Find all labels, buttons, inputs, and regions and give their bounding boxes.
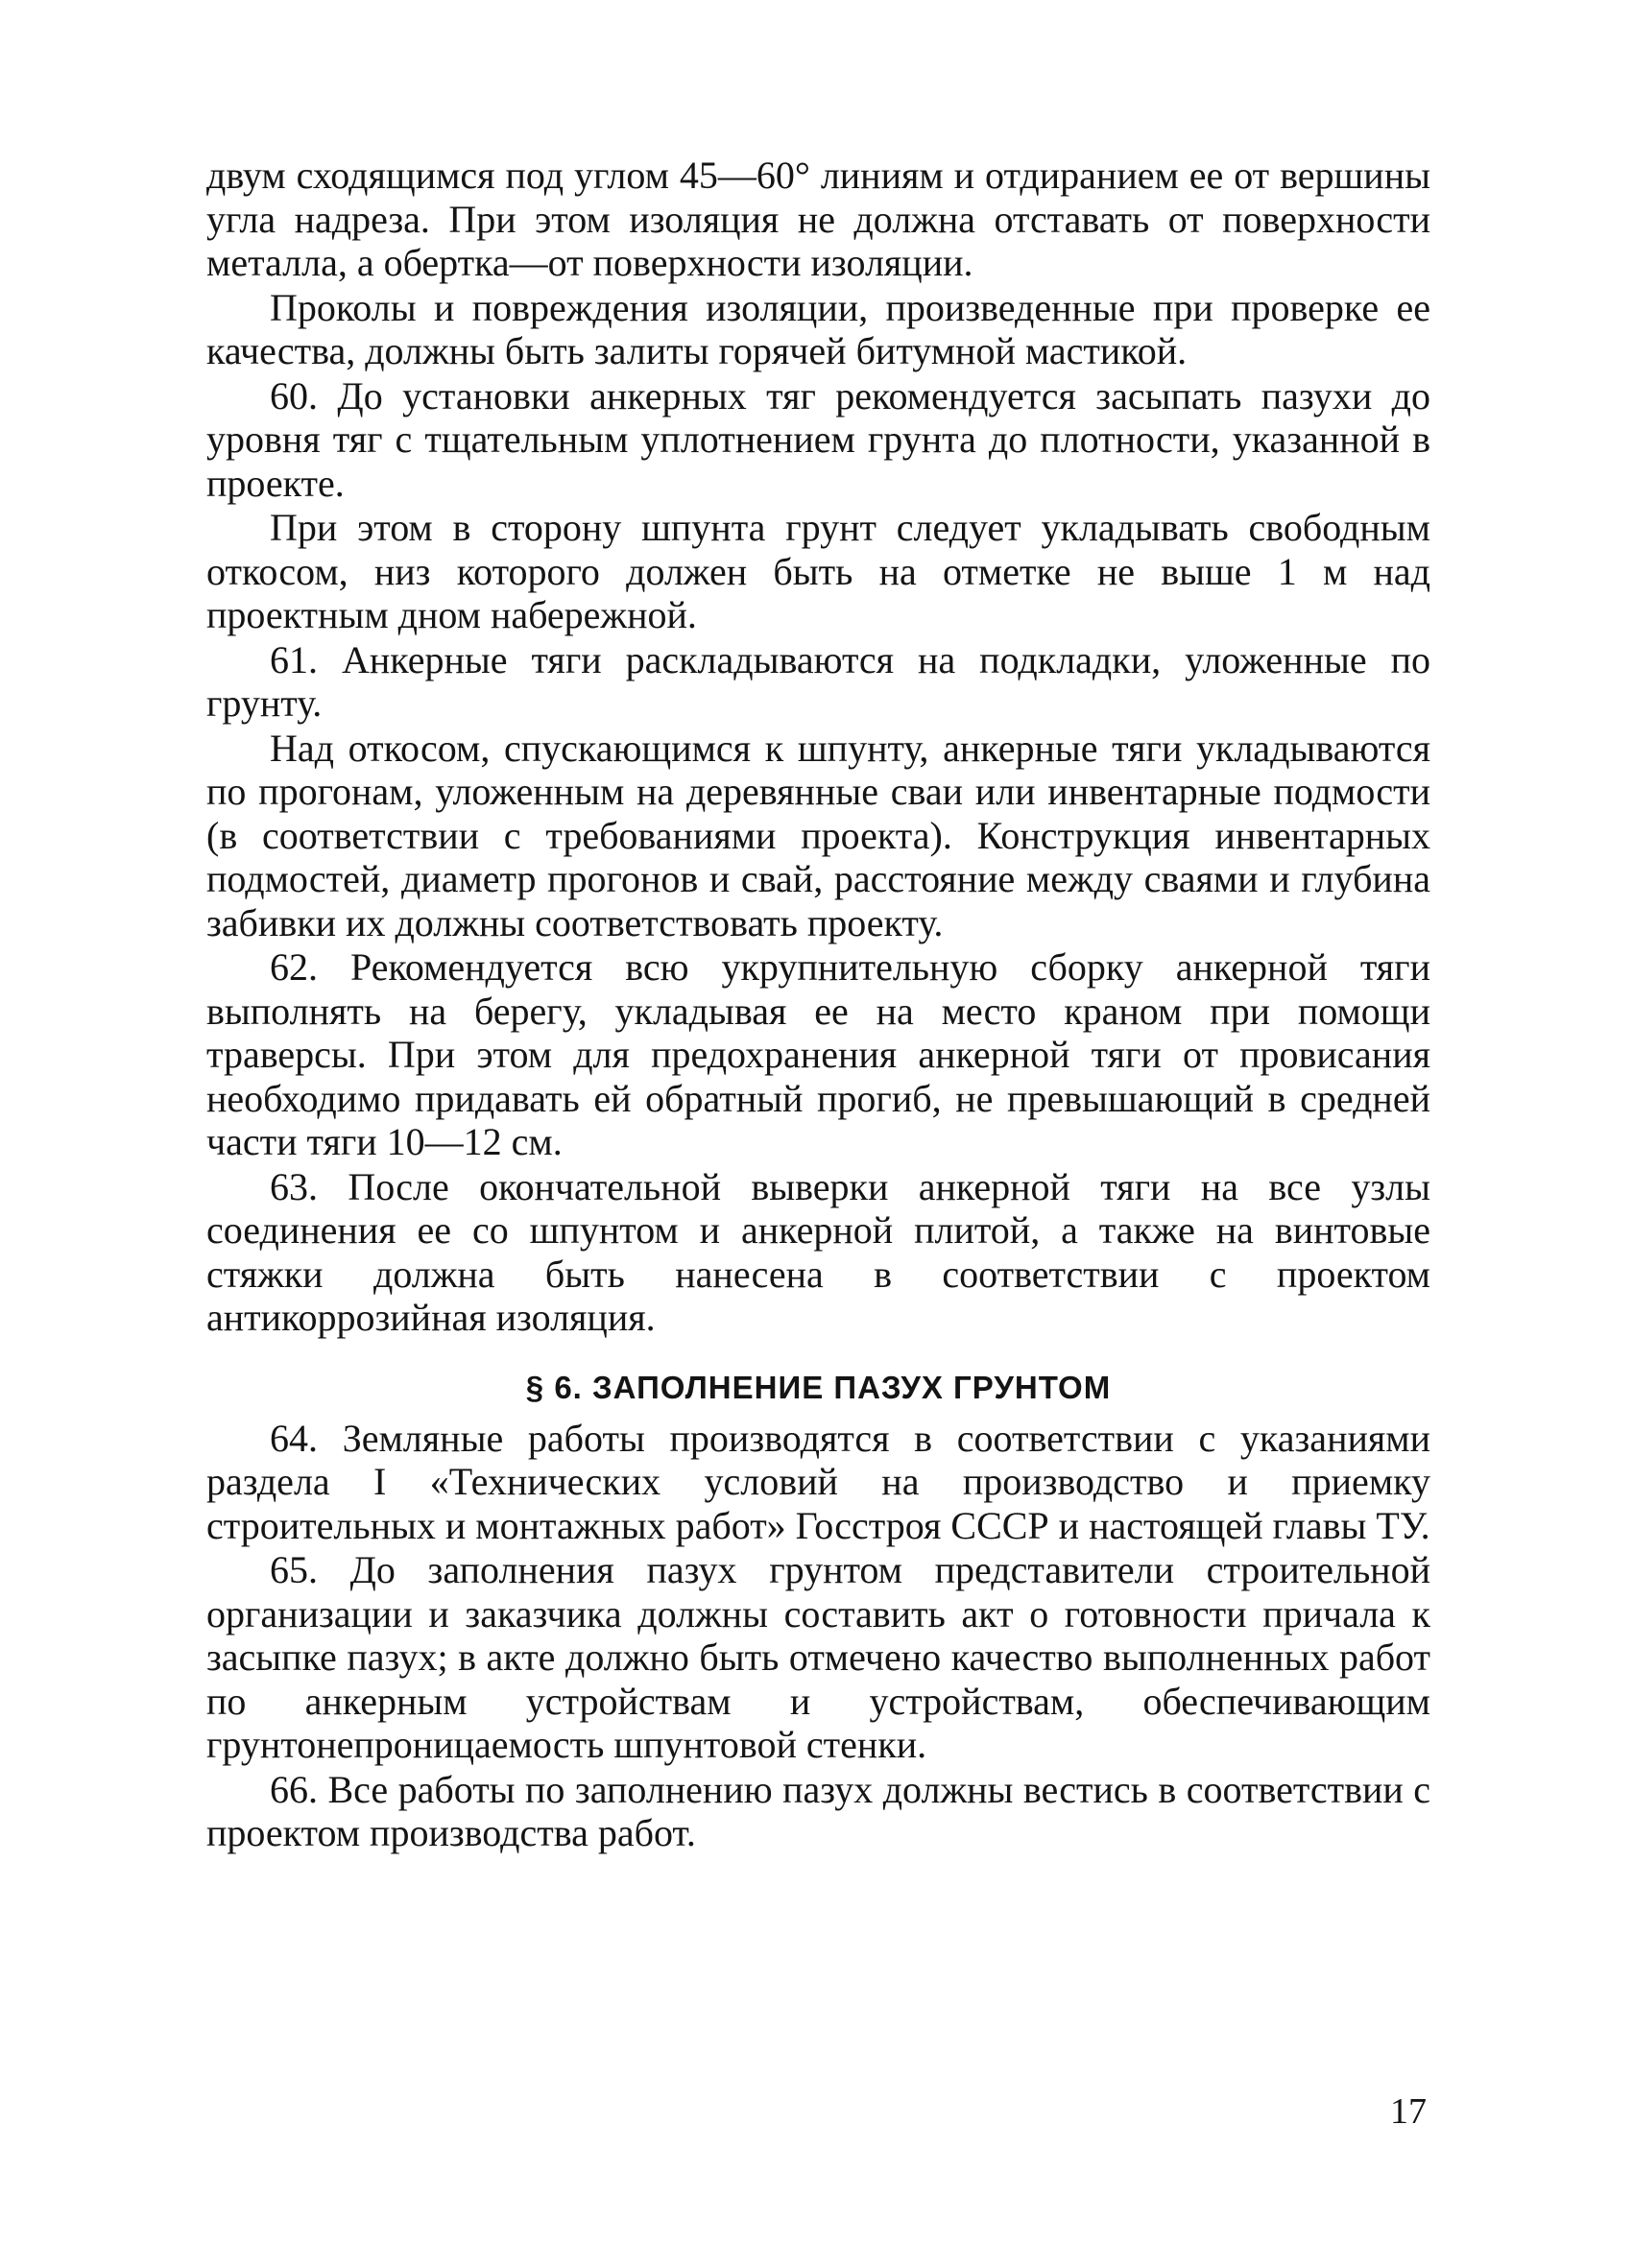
page-number: 17 (1390, 2091, 1427, 2132)
paragraph-66: 66. Все работы по заполнению пазух должны вестись в соответствии с проектом производства работ. (206, 1767, 1430, 1854)
paragraph-60-slope: При этом в сторону шпунта грунт следует укладывать свободным откосом, низ которого должен быть на отметке не выше 1 м над проектным дном набережной. (206, 506, 1430, 636)
paragraph-61-purlins: Над откосом, спускающимся к шпунту, анкерные тяги укладываются по прогонам, уложенным на деревянные сваи или инвентарные подмости (в соответствии с требованиями проекта). Конструкция инвентарных подмостей, диаметр прогонов и свай, расстояние между сваями и глубина забивки их должны соответствовать проекту. (206, 726, 1430, 944)
paragraph-insulation-check: двум сходящимся под углом 45—60° линиям и отдиранием ее от вершины угла надреза. При этом изоляция не должна отставать от поверхности металла, а обертка—от поверхности изоляции. (206, 154, 1430, 284)
paragraph-62: 62. Рекомендуется всю укрупнительную сборку анкерной тяги выполнять на берегу, укладывая ее на место краном при помощи траверсы. При этом для предохранения анкерной тяги от провисания необходимо придавать ей обратный прогиб, не превышающий в средней части тяги 10—12 см. (206, 945, 1430, 1163)
section-title: § 6. ЗАПОЛНЕНИЕ ПАЗУХ ГРУНТОМ (525, 1369, 1112, 1405)
paragraph-60: 60. До установки анкерных тяг рекомендуется засыпать пазухи до уровня тяг с тщательным уплотнением грунта до плотности, указанной в проекте. (206, 373, 1430, 505)
paragraph-punctures: Проколы и повреждения изоляции, произведенные при проверке ее качества, должны быть залиты горячей битумной мастикой. (206, 285, 1430, 372)
paragraph-61: 61. Анкерные тяги раскладываются на подкладки, уложенные по грунту. (206, 637, 1430, 725)
paragraph-63: 63. После окончательной выверки анкерной тяги на все узлы соединения ее со шпунтом и анкерной плитой, а также на винтовые стяжки должна быть нанесена в соответствии с проектом антикоррозийная изоляция. (206, 1164, 1430, 1339)
document-page (206, 154, 1430, 1856)
paragraph-65: 65. До заполнения пазух грунтом представители строительной организации и заказчика должны составить акт о готовности причала к засыпке пазух; в акте должно быть отмечено качество выполненных работ по анкерным устройствам и устройствам, обеспечивающим грунтонепроницаемость шпунтовой стенки. (206, 1548, 1430, 1766)
paragraph-64: 64. Земляные работы производятся в соответствии с указаниями раздела I «Технических условий на производство и приемку строительных и монтажных работ» Госстроя СССР и настоящей главы ТУ. (206, 1416, 1430, 1547)
